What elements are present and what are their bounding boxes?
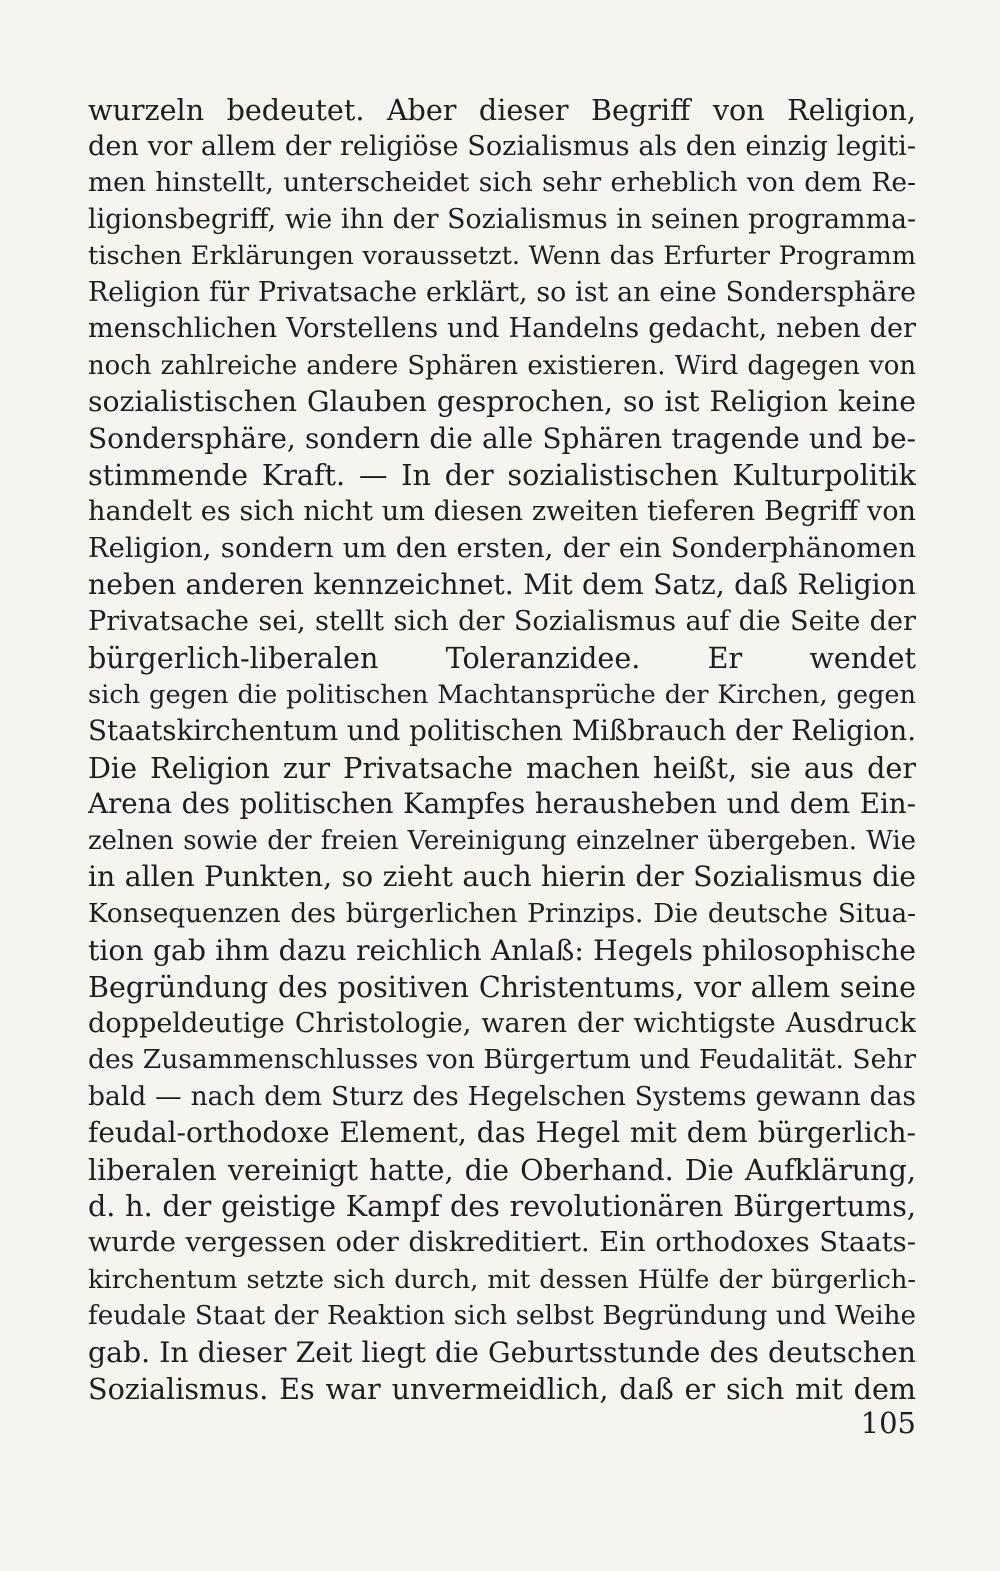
text-line: sozialistischen Glauben gesprochen, so ist Religion keine xyxy=(88,385,916,419)
text-line: Konsequenzen des bürgerlichen Prinzips. Die deutsche Situa- xyxy=(88,899,916,930)
text-line: Begründung des positiven Christentums, vor allem seine xyxy=(88,970,916,1005)
text-line: feudal-orthodoxe Element, das Hegel mit dem bürgerlich- xyxy=(88,1116,916,1150)
text-line: Religion für Privatsache erklärt, so ist an eine Sondersphäre xyxy=(88,276,916,308)
text-line: tion gab ihm dazu reichlich Anlaß: Hegels philosophische xyxy=(88,933,916,967)
text-line: men hinstellt, unterscheidet sich sehr erheblich von dem Re- xyxy=(88,167,916,199)
text-line: des Zusammenschlusses von Bürgertum und Feudalität. Sehr xyxy=(88,1044,916,1076)
text-line: Religion, sondern um den ersten, der ein Sonderphänomen xyxy=(88,532,916,564)
text-line: stimmende Kraft. — In der sozialistischen Kulturpolitik xyxy=(88,458,916,493)
text-line: bald — nach dem Sturz des Hegelschen Systems gewann das xyxy=(88,1080,916,1112)
text-line: gab. In dieser Zeit liegt die Geburtsstunde des deutschen xyxy=(88,1335,916,1369)
text-line: wurde vergessen oder diskreditiert. Ein orthodoxes Staats- xyxy=(88,1226,916,1258)
text-line: doppeldeutige Christologie, waren der wichtigste Ausdruck xyxy=(88,1007,916,1039)
text-line: liberalen vereinigt hatte, die Oberhand. Die Aufklärung, xyxy=(88,1152,916,1187)
text-line: handelt es sich nicht um diesen zweiten tieferen Begriff von xyxy=(88,496,916,528)
text-line: Sondersphäre, sondern die alle Sphären tragende und be- xyxy=(88,421,916,455)
text-line: den vor allem der religiöse Sozialismus als den einzig legiti- xyxy=(88,130,916,162)
text-line: in allen Punkten, so zieht auch hierin der Sozialismus die xyxy=(88,860,916,894)
text-line: wurzeln bedeutet. Aber dieser Begriff von Religion, xyxy=(88,93,916,127)
text-line: Sozialismus. Es war unvermeidlich, daß er sich mit dem xyxy=(88,1372,916,1407)
text-line: ligionsbegriff, wie ihn der Sozialismus in seinen programma- xyxy=(88,203,916,235)
text-line: feudale Staat der Reaktion sich selbst Begründung und Weihe xyxy=(88,1301,916,1332)
text-line: Staatskirchentum und politischen Mißbrauch der Religion. xyxy=(88,714,916,748)
page-number: 105 xyxy=(860,1406,916,1440)
text-line: bürgerlich-liberalen Toleranzidee. Er wendet xyxy=(88,641,916,676)
text-line: kirchentum setzte sich durch, mit dessen Hülfe der bürgerlich- xyxy=(88,1264,916,1295)
text-line: Privatsache sei, stellt sich der Sozialismus auf die Seite der xyxy=(88,605,916,637)
text-line: Die Religion zur Privatsache machen heißt, sie aus der xyxy=(88,750,916,785)
text-line: zelnen sowie der freien Vereinigung einzelner übergeben. Wie xyxy=(88,825,916,856)
text-line: d. h. der geistige Kampf des revolutionären Bürgertums, xyxy=(88,1189,916,1224)
body-text xyxy=(88,92,916,1408)
text-line: menschlichen Vorstellens und Handelns gedacht, neben der xyxy=(88,313,916,345)
text-line: neben anderen kennzeichnet. Mit dem Satz, daß Religion xyxy=(88,568,916,602)
text-line: tischen Erklärungen voraussetzt. Wenn das Erfurter Programm xyxy=(88,241,916,272)
text-line: Arena des politischen Kampfes herausheben und dem Ein- xyxy=(88,787,916,821)
text-line: sich gegen die politischen Machtansprüche der Kirchen, gegen xyxy=(88,679,916,710)
text-line: noch zahlreiche andere Sphären existieren. Wird dagegen von xyxy=(88,350,916,381)
